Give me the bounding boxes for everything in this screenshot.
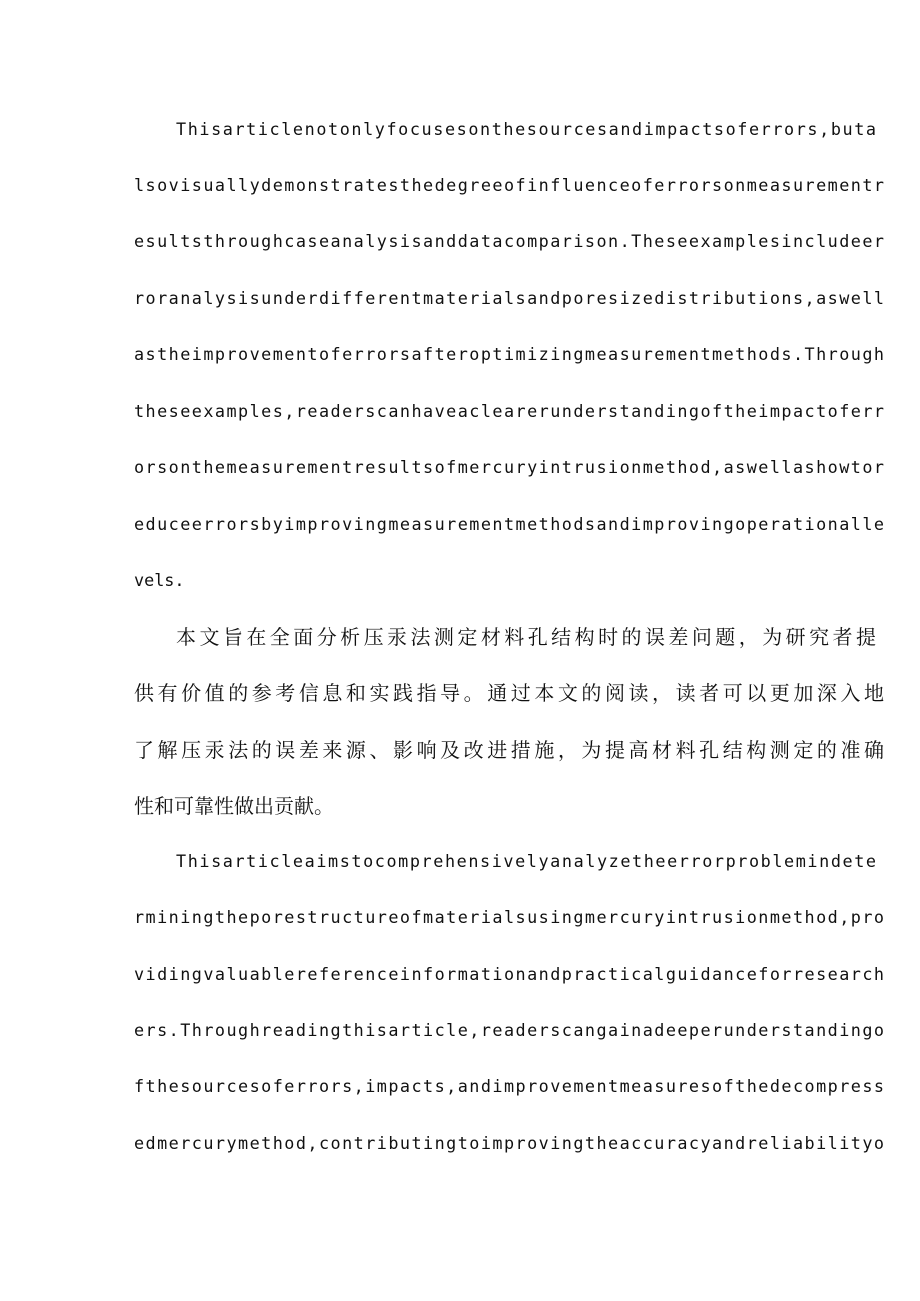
paragraph-1-line-5: astheimprovementoferrorsafteroptimizingmeasurementmethods.Through xyxy=(134,344,886,364)
paragraph-1-line-6: theseexamples,readerscanhaveaclearerunderstandingoftheimpactoferr xyxy=(134,401,886,421)
paragraph-1-line-9: vels. xyxy=(134,570,185,590)
paragraph-1-line-7: orsonthemeasurementresultsofmercuryintrusionmethod,aswellashowtor xyxy=(134,457,886,477)
paragraph-3-line-6: edmercurymethod,contributingtoimprovingtheaccuracyandreliabilityo xyxy=(134,1133,886,1153)
paragraph-3-line-4: ers.Throughreadingthisarticle,readerscangainadeeperunderstandingo xyxy=(134,1020,886,1040)
paragraph-1-line-1: Thisarticlenotonlyfocusesonthesourcesandimpactsoferrors,buta xyxy=(176,119,878,139)
paragraph-2-line-4: 性和可靠性做出贡献。 xyxy=(134,794,334,818)
paragraph-3-line-3: vidingvaluablereferenceinformationandpracticalguidanceforresearch xyxy=(134,964,886,984)
paragraph-2-line-1: 本文旨在全面分析压汞法测定材料孔结构时的误差问题，为研究者提 xyxy=(176,625,880,649)
paragraph-1-line-4: roranalysisunderdifferentmaterialsandporesizedistributions,aswell xyxy=(134,288,886,308)
paragraph-2-line-2: 供有价值的参考信息和实践指导。通过本文的阅读，读者可以更加深入地 xyxy=(134,681,888,705)
paragraph-2-line-3: 了解压汞法的误差来源、影响及改进措施，为提高材料孔结构测定的准确 xyxy=(134,738,888,762)
paragraph-3-line-2: rminingtheporestructureofmaterialsusingmercuryintrusionmethod,pro xyxy=(134,907,886,927)
paragraph-3-line-1: Thisarticleaimstocomprehensivelyanalyzetheerrorproblemindete xyxy=(176,851,878,871)
paragraph-1-line-2: lsovisuallydemonstratesthedegreeofinfluenceoferrorsonmeasurementr xyxy=(134,175,886,195)
paragraph-1-line-8: educeerrorsbyimprovingmeasurementmethodsandimprovingoperationalle xyxy=(134,514,886,534)
paragraph-3-line-5: fthesourcesoferrors,impacts,andimprovementmeasuresofthedecompress xyxy=(134,1076,886,1096)
paragraph-1-line-3: esultsthroughcaseanalysisanddatacomparison.Theseexamplesincludeer xyxy=(134,231,886,251)
